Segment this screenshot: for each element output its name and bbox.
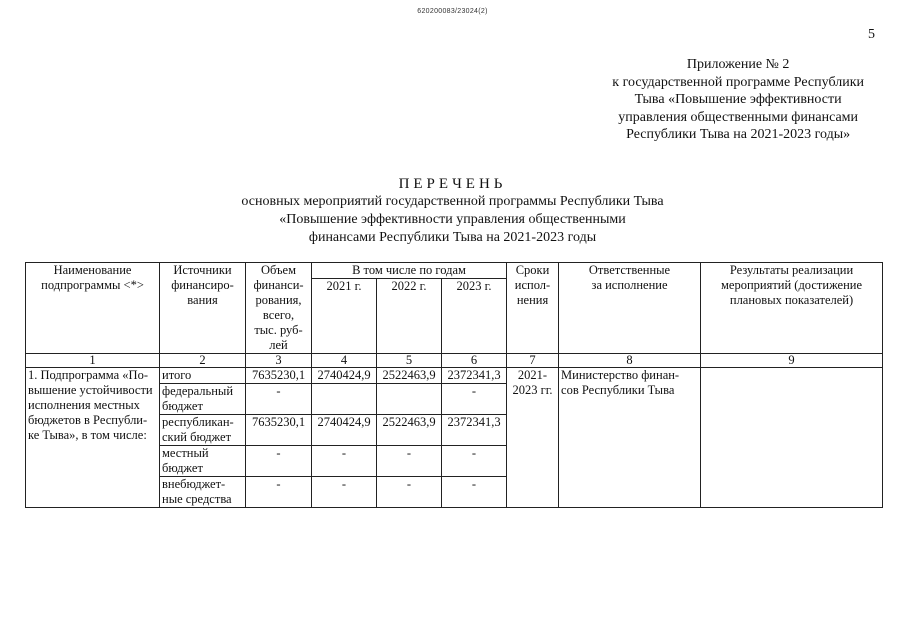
header-year-2022: 2022 г.	[377, 279, 442, 354]
document-stamp-number: 620200083/23024(2)	[417, 8, 488, 15]
year-2022-cell	[377, 384, 442, 415]
year-2022-cell: 2522463,9	[377, 415, 442, 446]
appendix-line: управления общественными финансами	[618, 109, 859, 125]
source-cell: местный бюджет	[160, 446, 246, 477]
total-cell: -	[246, 446, 312, 477]
source-cell: итого	[160, 368, 246, 384]
terms-cell: 2021- 2023 гг.	[507, 368, 559, 508]
title-line: финансами Республики Тыва на 2021-2023 годы	[308, 230, 597, 245]
year-2023-cell: -	[442, 477, 507, 508]
header-year-2021: 2021 г.	[312, 279, 377, 354]
year-2022-cell: -	[377, 446, 442, 477]
source-cell: республикан- ский бюджет	[160, 415, 246, 446]
column-number: 7	[507, 354, 559, 368]
header-responsible: Ответственные за исполнение	[559, 263, 701, 354]
table-row	[26, 368, 883, 384]
year-2021-cell: 2740424,9	[312, 368, 377, 384]
source-cell: внебюджет- ные средства	[160, 477, 246, 508]
column-number: 9	[701, 354, 883, 368]
results-cell	[701, 368, 883, 508]
year-2022-cell: 2522463,9	[377, 368, 442, 384]
column-number: 1	[26, 354, 160, 368]
title-line: «Повышение эффективности управления общественными	[279, 212, 626, 227]
header-name: Наименование подпрограммы <*>	[26, 263, 160, 354]
column-number: 8	[559, 354, 701, 368]
header-year-2023: 2023 г.	[442, 279, 507, 354]
source-cell: федеральный бюджет	[160, 384, 246, 415]
header-results: Результаты реализации мероприятий (достижение плановых показателей)	[701, 263, 883, 354]
appendix-line: к государственной программе Республики	[612, 74, 864, 90]
column-number-row	[26, 354, 883, 368]
title-heading: ПЕРЕЧЕНЬ	[398, 176, 507, 192]
header-volume: Объем финанси- рования, всего, тыс. руб- лей	[246, 263, 312, 354]
column-number: 3	[246, 354, 312, 368]
year-2021-cell	[312, 384, 377, 415]
appendix-line: Приложение № 2	[686, 57, 790, 72]
appendix-line: Тыва «Повышение эффективности	[634, 92, 842, 107]
program-name: 1. Подпрограмма «По- вышение устойчивости исполнения местных бюджетов в Республи- ке Тыва», в том числе:	[26, 368, 160, 508]
total-cell: -	[246, 384, 312, 415]
responsible-cell: Министерство финан- сов Республики Тыва	[559, 368, 701, 508]
title-line: основных мероприятий государственной программы Республики Тыва	[241, 194, 664, 209]
appendix-line: Республики Тыва на 2021-2023 годы»	[626, 127, 851, 142]
column-number: 6	[442, 354, 507, 368]
header-terms: Сроки испол- нения	[507, 263, 559, 354]
year-2023-cell: -	[442, 446, 507, 477]
column-number: 2	[160, 354, 246, 368]
total-cell: -	[246, 477, 312, 508]
column-number: 5	[377, 354, 442, 368]
header-sources: Источники финансиро- вания	[160, 263, 246, 354]
total-cell: 7635230,1	[246, 368, 312, 384]
year-2023-cell: 2372341,3	[442, 415, 507, 446]
total-cell: 7635230,1	[246, 415, 312, 446]
page-number: 5	[868, 27, 875, 42]
measures-table	[25, 262, 883, 508]
year-2021-cell: -	[312, 477, 377, 508]
year-2021-cell: -	[312, 446, 377, 477]
year-2021-cell: 2740424,9	[312, 415, 377, 446]
year-2022-cell: -	[377, 477, 442, 508]
year-2023-cell: 2372341,3	[442, 368, 507, 384]
header-by-years: В том числе по годам	[312, 263, 507, 279]
appendix-header	[612, 56, 864, 144]
year-2023-cell: -	[442, 384, 507, 415]
document-title	[0, 175, 905, 247]
column-number: 4	[312, 354, 377, 368]
